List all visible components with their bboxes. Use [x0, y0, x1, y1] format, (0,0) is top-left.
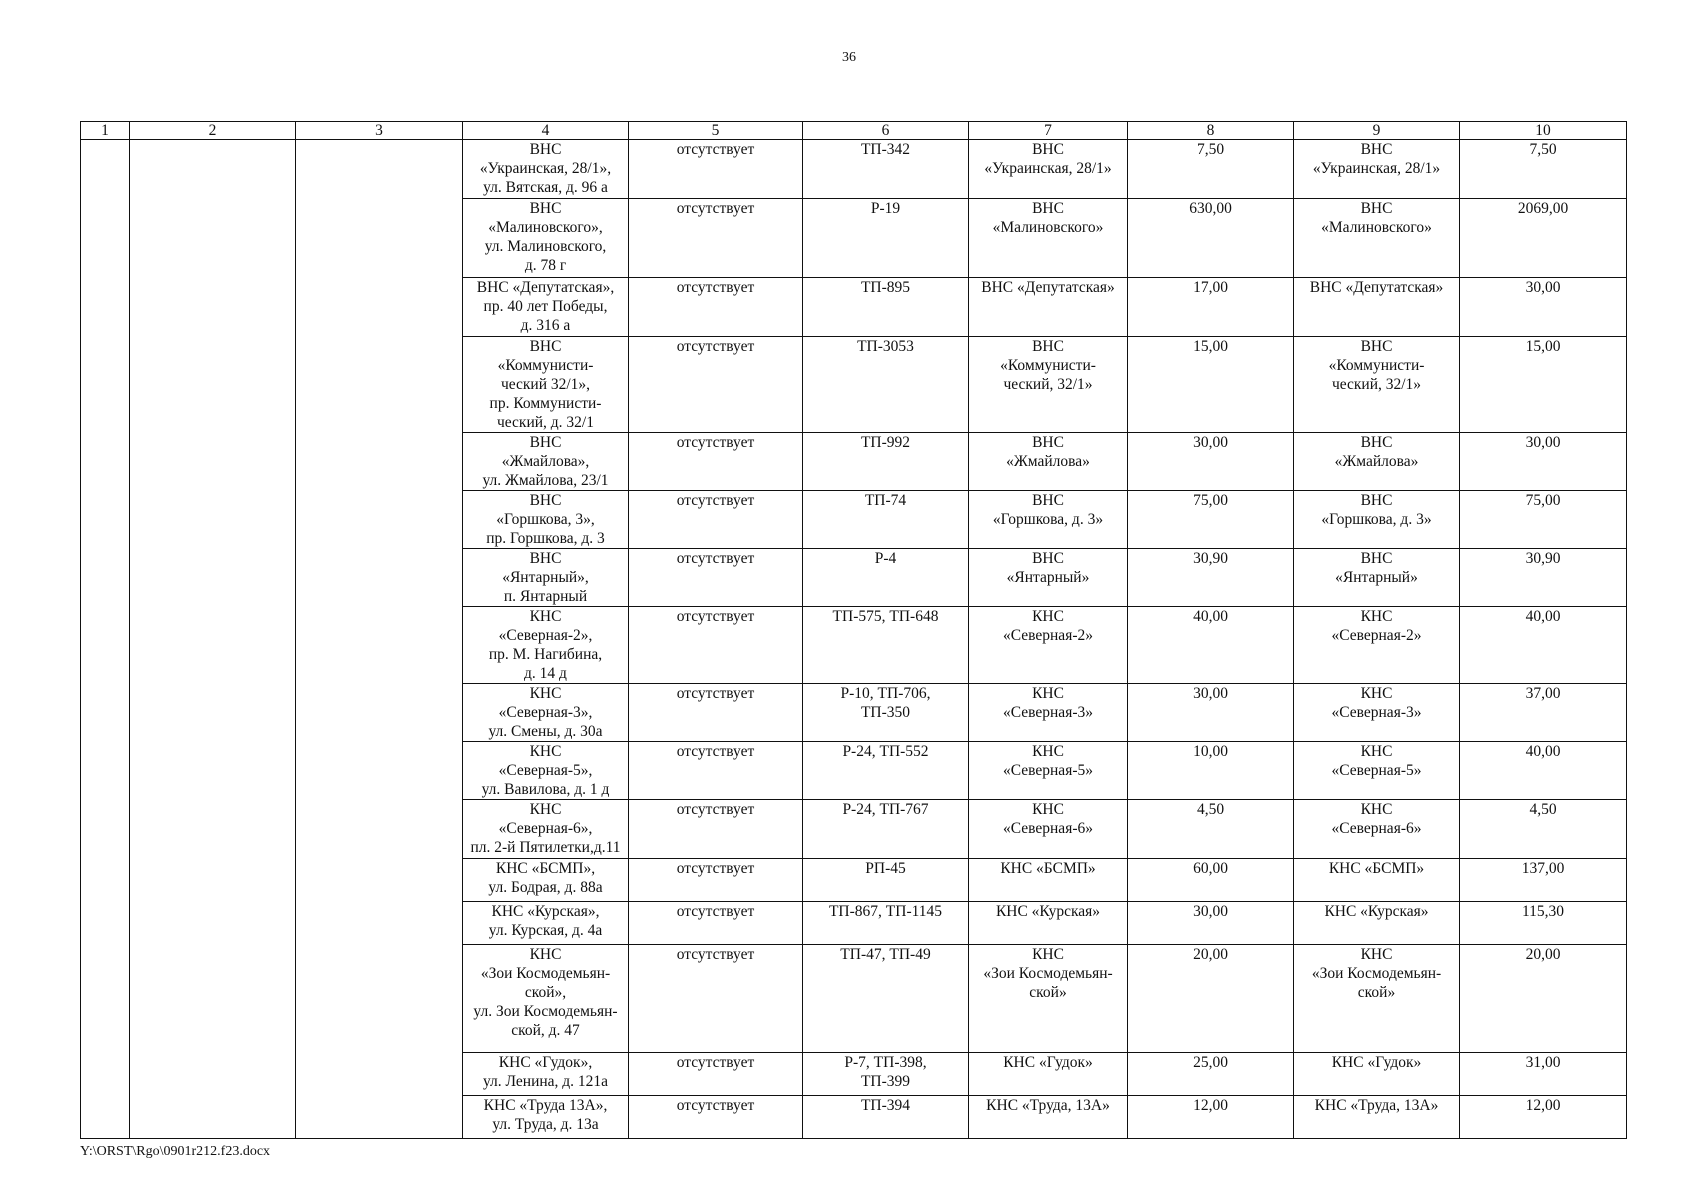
cell-col7: КНС «БСМП» — [969, 859, 1128, 902]
page-number: 36 — [842, 50, 856, 65]
cell-col9: ВНС «Депутатская» — [1294, 278, 1460, 337]
cell-col7: ВНС «Жмайлова» — [969, 433, 1128, 491]
table-row — [81, 140, 1627, 199]
cell-col7: КНС «Курская» — [969, 902, 1128, 945]
cell-col4: КНС «Курская», ул. Курская, д. 4а — [463, 902, 629, 945]
cell-col4: ВНС «Горшкова, 3», пр. Горшкова, д. 3 — [463, 491, 629, 549]
cell-col5: отсутствует — [629, 1053, 803, 1096]
cell-col4: ВНС «Коммунисти- ческий 32/1», пр. Коммунисти- ческий, д. 32/1 — [463, 337, 629, 433]
cell-col6: ТП-895 — [803, 278, 969, 337]
cell-col8: 4,50 — [1128, 800, 1294, 859]
cell-col9: КНС «Труда, 13А» — [1294, 1096, 1460, 1139]
cell-col4: ВНС «Жмайлова», ул. Жмайлова, 23/1 — [463, 433, 629, 491]
cell-col8: 30,00 — [1128, 684, 1294, 742]
cell-col5: отсутствует — [629, 278, 803, 337]
cell-col5: отсутствует — [629, 607, 803, 684]
cell-col9: КНС «Северная-3» — [1294, 684, 1460, 742]
cell-col6: Р-24, ТП-767 — [803, 800, 969, 859]
header-row — [81, 122, 1627, 140]
cell-col5: отсутствует — [629, 742, 803, 800]
cell-col9: КНС «Северная-5» — [1294, 742, 1460, 800]
cell-col8: 7,50 — [1128, 140, 1294, 199]
column-header: 9 — [1294, 122, 1460, 140]
cell-col5: отсутствует — [629, 491, 803, 549]
cell-col9: КНС «Гудок» — [1294, 1053, 1460, 1096]
cell-col7: ВНС «Янтарный» — [969, 549, 1128, 607]
cell-col6: ТП-394 — [803, 1096, 969, 1139]
cell-col6: Р-10, ТП-706, ТП-350 — [803, 684, 969, 742]
cell-col5: отсутствует — [629, 800, 803, 859]
cell-col10: 75,00 — [1460, 491, 1627, 549]
cell-col8: 75,00 — [1128, 491, 1294, 549]
cell-col9: КНС «БСМП» — [1294, 859, 1460, 902]
cell-col6: ТП-992 — [803, 433, 969, 491]
column-header: 3 — [296, 122, 463, 140]
cell-col8: 20,00 — [1128, 945, 1294, 1053]
cell-col5: отсутствует — [629, 549, 803, 607]
cell-col10: 12,00 — [1460, 1096, 1627, 1139]
cell-col8: 15,00 — [1128, 337, 1294, 433]
cell-col8: 10,00 — [1128, 742, 1294, 800]
cell-col10: 30,00 — [1460, 433, 1627, 491]
cell-col10: 15,00 — [1460, 337, 1627, 433]
cell-col5: отсутствует — [629, 337, 803, 433]
cell-col7: КНС «Северная-2» — [969, 607, 1128, 684]
column-header: 5 — [629, 122, 803, 140]
cell-col10: 115,30 — [1460, 902, 1627, 945]
cell-col7: КНС «Северная-6» — [969, 800, 1128, 859]
cell-col10: 2069,00 — [1460, 199, 1627, 278]
cell-col7: КНС «Северная-3» — [969, 684, 1128, 742]
cell-col4: ВНС «Украинская, 28/1», ул. Вятская, д. 96 а — [463, 140, 629, 199]
column-header: 10 — [1460, 122, 1627, 140]
footer-file-path: Y:\ORST\Rgo\0901r212.f23.docx — [80, 1144, 271, 1159]
cell-col7: ВНС «Депутатская» — [969, 278, 1128, 337]
cell-col8: 30,90 — [1128, 549, 1294, 607]
cell-col9: ВНС «Горшкова, д. 3» — [1294, 491, 1460, 549]
cell-col7: ВНС «Украинская, 28/1» — [969, 140, 1128, 199]
cell-col6: ТП-575, ТП-648 — [803, 607, 969, 684]
cell-col10: 4,50 — [1460, 800, 1627, 859]
cell-col8: 30,00 — [1128, 433, 1294, 491]
cell-col7: ВНС «Малиновского» — [969, 199, 1128, 278]
cell-col10: 137,00 — [1460, 859, 1627, 902]
cell-col6: ТП-867, ТП-1145 — [803, 902, 969, 945]
cell-col9: ВНС «Малиновского» — [1294, 199, 1460, 278]
column-header: 4 — [463, 122, 629, 140]
cell-col10: 40,00 — [1460, 607, 1627, 684]
cell-col9: КНС «Северная-6» — [1294, 800, 1460, 859]
cell-col10: 30,90 — [1460, 549, 1627, 607]
cell-col9: ВНС «Украинская, 28/1» — [1294, 140, 1460, 199]
cell-col7: ВНС «Горшкова, д. 3» — [969, 491, 1128, 549]
cell-col10: 37,00 — [1460, 684, 1627, 742]
cell-col6: РП-45 — [803, 859, 969, 902]
cell-col6: ТП-74 — [803, 491, 969, 549]
cell-col7: КНС «Зои Космодемьян- ской» — [969, 945, 1128, 1053]
cell-col3-empty — [296, 140, 463, 1139]
cell-col5: отсутствует — [629, 902, 803, 945]
cell-col8: 12,00 — [1128, 1096, 1294, 1139]
cell-col8: 30,00 — [1128, 902, 1294, 945]
cell-col8: 60,00 — [1128, 859, 1294, 902]
cell-col9: КНС «Северная-2» — [1294, 607, 1460, 684]
cell-col9: ВНС «Жмайлова» — [1294, 433, 1460, 491]
column-header: 1 — [81, 122, 130, 140]
cell-col5: отсутствует — [629, 945, 803, 1053]
cell-col4: ВНС «Малиновского», ул. Малиновского, д. 78 г — [463, 199, 629, 278]
cell-col4: КНС «Труда 13А», ул. Труда, д. 13а — [463, 1096, 629, 1139]
cell-col10: 20,00 — [1460, 945, 1627, 1053]
cell-col5: отсутствует — [629, 199, 803, 278]
cell-col7: КНС «Северная-5» — [969, 742, 1128, 800]
cell-col7: КНС «Труда, 13А» — [969, 1096, 1128, 1139]
cell-col6: ТП-3053 — [803, 337, 969, 433]
cell-col4: КНС «Северная-6», пл. 2-й Пятилетки,д.11 — [463, 800, 629, 859]
cell-col4: КНС «Северная-5», ул. Вавилова, д. 1 д — [463, 742, 629, 800]
data-table — [80, 121, 1627, 1139]
cell-col6: Р-24, ТП-552 — [803, 742, 969, 800]
cell-col5: отсутствует — [629, 1096, 803, 1139]
column-header: 2 — [130, 122, 296, 140]
cell-col10: 7,50 — [1460, 140, 1627, 199]
cell-col4: ВНС «Депутатская», пр. 40 лет Победы, д. 316 а — [463, 278, 629, 337]
cell-col8: 630,00 — [1128, 199, 1294, 278]
cell-col10: 40,00 — [1460, 742, 1627, 800]
table-body — [81, 140, 1627, 1139]
cell-col6: Р-4 — [803, 549, 969, 607]
cell-col7: КНС «Гудок» — [969, 1053, 1128, 1096]
cell-col10: 31,00 — [1460, 1053, 1627, 1096]
cell-col7: ВНС «Коммунисти- ческий, 32/1» — [969, 337, 1128, 433]
cell-col9: КНС «Курская» — [1294, 902, 1460, 945]
cell-col10: 30,00 — [1460, 278, 1627, 337]
cell-col2-empty — [130, 140, 296, 1139]
cell-col9: ВНС «Янтарный» — [1294, 549, 1460, 607]
column-header: 8 — [1128, 122, 1294, 140]
cell-col8: 40,00 — [1128, 607, 1294, 684]
cell-col5: отсутствует — [629, 859, 803, 902]
cell-col4: КНС «Гудок», ул. Ленина, д. 121а — [463, 1053, 629, 1096]
cell-col5: отсутствует — [629, 433, 803, 491]
cell-col6: ТП-342 — [803, 140, 969, 199]
column-header: 6 — [803, 122, 969, 140]
cell-col6: Р-19 — [803, 199, 969, 278]
cell-col4: КНС «БСМП», ул. Бодрая, д. 88а — [463, 859, 629, 902]
column-header: 7 — [969, 122, 1128, 140]
cell-col6: ТП-47, ТП-49 — [803, 945, 969, 1053]
cell-col9: ВНС «Коммунисти- ческий, 32/1» — [1294, 337, 1460, 433]
cell-col4: ВНС «Янтарный», п. Янтарный — [463, 549, 629, 607]
cell-col6: Р-7, ТП-398, ТП-399 — [803, 1053, 969, 1096]
cell-col8: 25,00 — [1128, 1053, 1294, 1096]
cell-col8: 17,00 — [1128, 278, 1294, 337]
cell-col1-empty — [81, 140, 130, 1139]
cell-col5: отсутствует — [629, 684, 803, 742]
cell-col4: КНС «Северная-2», пр. М. Нагибина, д. 14 д — [463, 607, 629, 684]
cell-col4: КНС «Зои Космодемьян- ской», ул. Зои Космодемьян- ской, д. 47 — [463, 945, 629, 1053]
cell-col9: КНС «Зои Космодемьян- ской» — [1294, 945, 1460, 1053]
cell-col5: отсутствует — [629, 140, 803, 199]
cell-col4: КНС «Северная-3», ул. Смены, д. 30а — [463, 684, 629, 742]
